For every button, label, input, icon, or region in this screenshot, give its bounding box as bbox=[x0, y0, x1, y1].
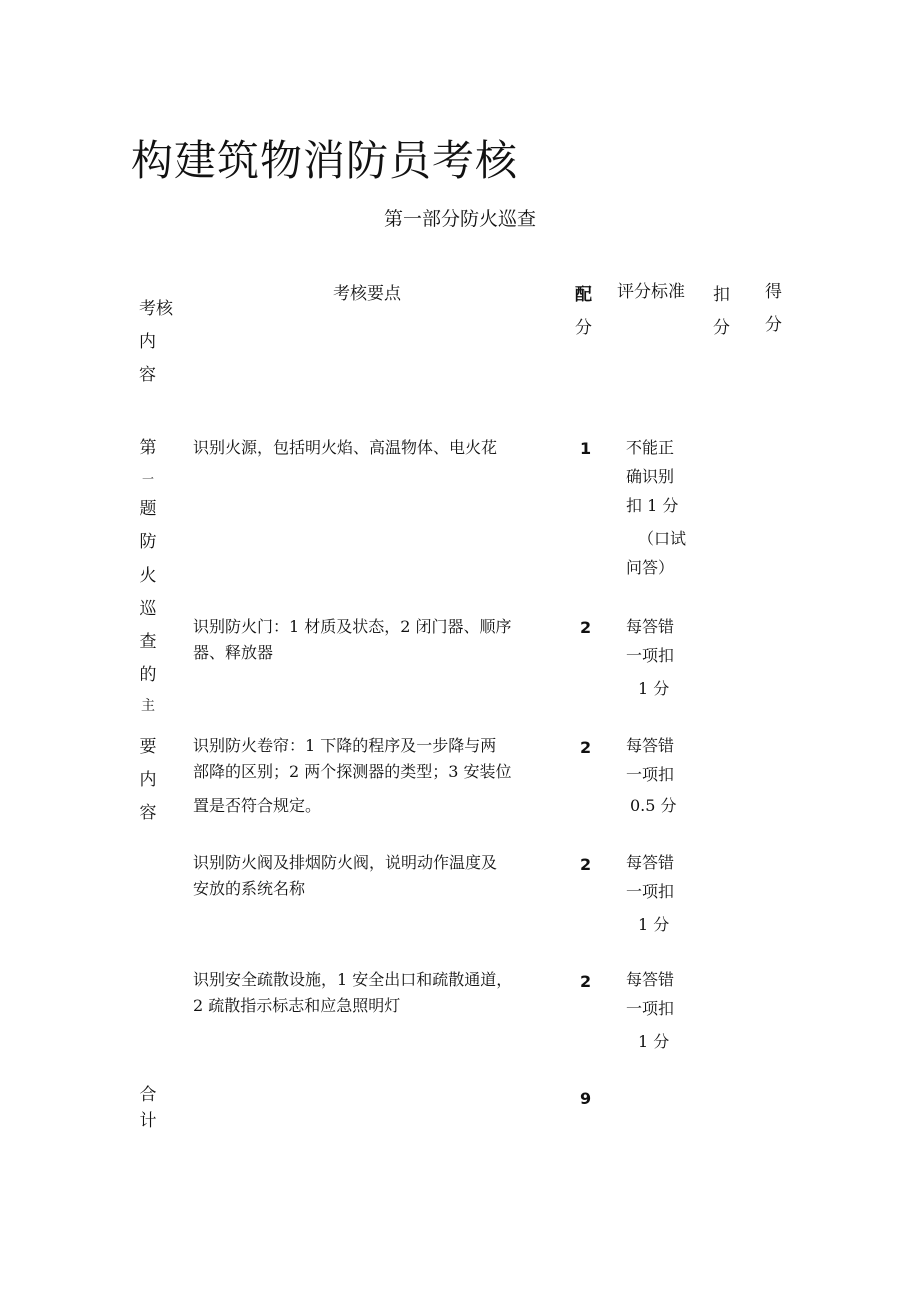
row-5-item: 识别安全疏散设施，1 安全出口和疏散通道， 2 疏散指示标志和应急照明灯 bbox=[193, 970, 513, 1015]
row-1-item: 识别火源，包括明火焰、高温物体、电火花 bbox=[193, 438, 498, 457]
section-label-part2: 火 巡 查 的 主 bbox=[139, 566, 157, 714]
row-1-score: 1 bbox=[580, 439, 592, 458]
row-2-criteria: 每答错 一项扣 1 分 bbox=[626, 617, 675, 698]
section-subtitle: 第一部分防火巡查 bbox=[383, 208, 536, 230]
total-score: 9 bbox=[580, 1089, 592, 1108]
row-4-item: 识别防火阀及排烟防火阀，说明动作温度及 安放的系统名称 bbox=[193, 853, 498, 898]
row-2-score: 2 bbox=[580, 618, 592, 637]
row-3-item: 识别防火卷帘：1 下降的程序及一步降与两 部降的区别；2 两个探测器的类型；3 安装位 置是否符合规定。 bbox=[193, 736, 512, 815]
header-score: 配 分 bbox=[575, 285, 592, 338]
section-label-part3: 要 内 容 bbox=[139, 737, 157, 823]
document-title: 构建筑物消防员考核 bbox=[131, 136, 519, 185]
row-1-criteria: 不能正 确识别 扣 1 分 （口试 问答） bbox=[626, 438, 687, 577]
header-content: 考核 内 容 bbox=[139, 299, 173, 385]
row-2-item: 识别防火门：1 材质及状态，2 闭门器、顺序 器、释放器 bbox=[193, 617, 512, 662]
row-4-score: 2 bbox=[580, 855, 592, 874]
row-5-score: 2 bbox=[580, 972, 592, 991]
section-label-part1: 第 一 题 防 bbox=[139, 438, 157, 552]
row-3-criteria: 每答错 一项扣 0.5 分 bbox=[626, 736, 677, 815]
header-deduct: 扣 分 bbox=[713, 285, 730, 338]
row-3-score: 2 bbox=[580, 738, 592, 757]
header-criteria: 评分标准 bbox=[617, 282, 685, 302]
row-4-criteria: 每答错 一项扣 1 分 bbox=[626, 853, 675, 934]
total-label: 合 计 bbox=[139, 1085, 157, 1131]
header-obtained: 得 分 bbox=[765, 282, 782, 335]
header-points: 考核要点 bbox=[333, 284, 401, 304]
row-5-criteria: 每答错 一项扣 1 分 bbox=[626, 970, 675, 1051]
